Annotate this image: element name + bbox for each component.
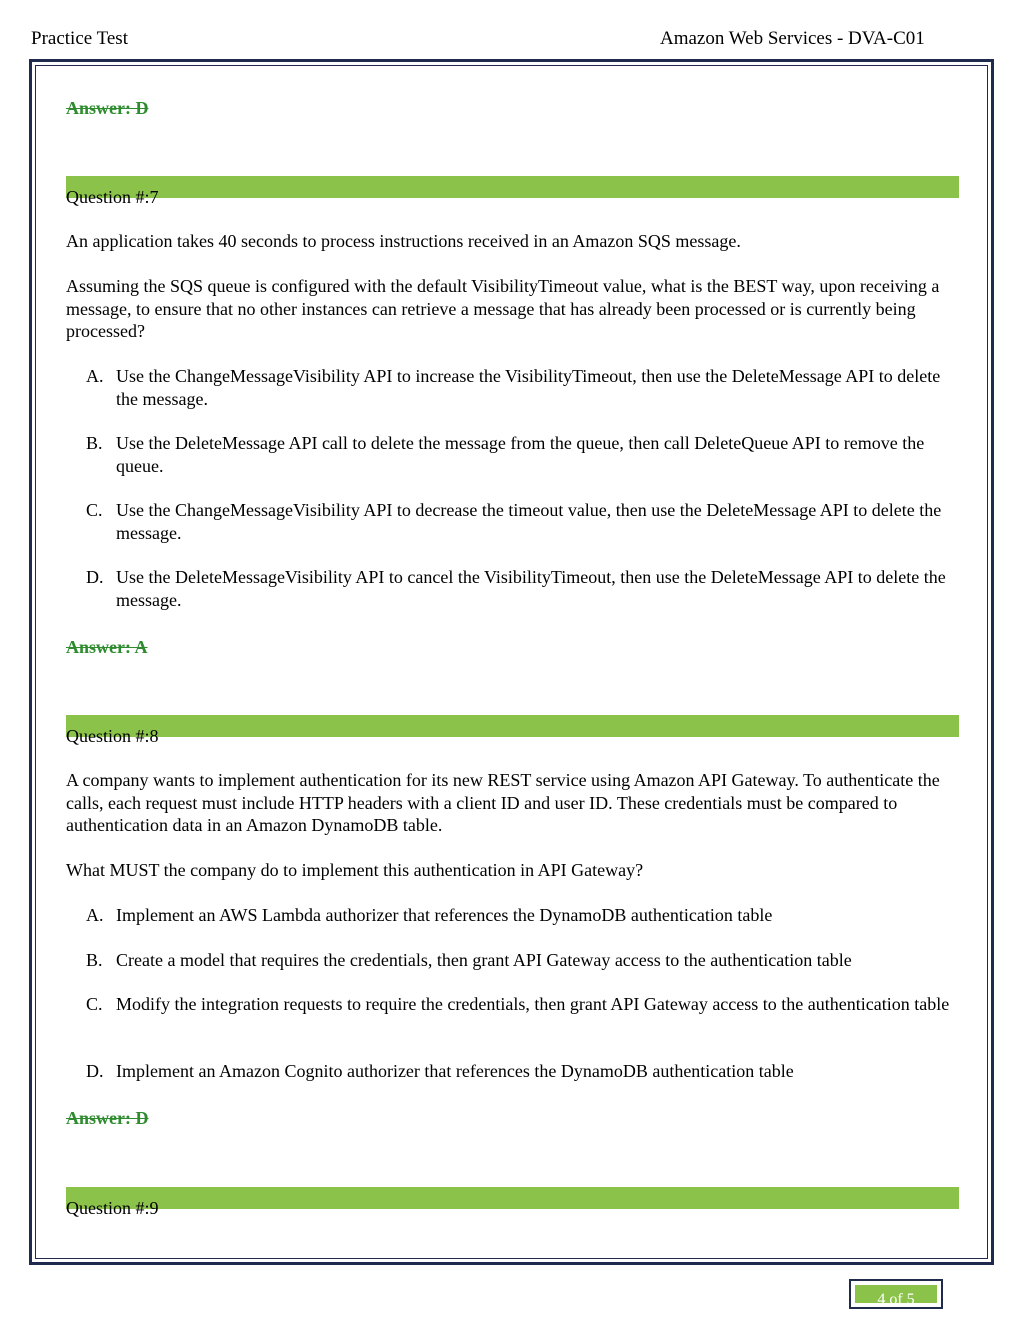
option-letter: B.	[86, 433, 103, 453]
answer-q7: Answer: A	[66, 637, 148, 657]
q8-paragraph-2: What MUST the company do to implement this authentication in API Gateway?	[66, 860, 644, 880]
question-label-q8: Question #:8	[66, 726, 159, 746]
answer-q8: Answer: D	[66, 1108, 149, 1128]
option-text: Implement an AWS Lambda authorizer that references the DynamoDB authentication table	[116, 905, 773, 925]
header-title-left: Practice Test	[31, 28, 128, 49]
question-label-q7: Question #:7	[66, 187, 159, 207]
option-text: Use the ChangeMessageVisibility API to increase the VisibilityTimeout, then use the DeleteMessage API to delete the message.	[116, 366, 941, 409]
header-title-right: Amazon Web Services - DVA-C01	[660, 28, 925, 49]
option-text: Use the ChangeMessageVisibility API to decrease the timeout value, then use the DeleteMessage API to delete the message.	[116, 500, 942, 543]
question-bar-q8	[66, 715, 959, 737]
option-letter: C.	[86, 500, 103, 520]
page-indicator	[849, 1279, 943, 1309]
option-text: Use the DeleteMessageVisibility API to cancel the VisibilityTimeout, then use the DeleteMessage API to delete the message.	[116, 567, 946, 610]
q8-option-d	[86, 1060, 959, 1083]
option-text: Create a model that requires the credentials, then grant API Gateway access to the authentication table	[116, 950, 852, 970]
option-text: Modify the integration requests to require the credentials, then grant API Gateway access to the authentication table	[116, 994, 950, 1014]
page-number: 4 of 5	[855, 1285, 937, 1303]
option-letter: D.	[86, 1061, 104, 1081]
q7-paragraph-2: Assuming the SQS queue is configured with the default VisibilityTimeout value, what is the BEST way, upon receiving a message, to ensure that no other instances can retrieve a message that has already been processed or is currently being processed?	[66, 276, 940, 341]
q7-option-b	[86, 432, 959, 477]
option-letter: C.	[86, 994, 103, 1014]
q8-option-b	[86, 949, 959, 972]
q8-option-c	[86, 993, 959, 1016]
q7-paragraph-1: An application takes 40 seconds to process instructions received in an Amazon SQS message.	[66, 231, 741, 251]
option-letter: B.	[86, 950, 103, 970]
option-letter: A.	[86, 366, 104, 386]
question-bar-q9	[66, 1187, 959, 1209]
option-text: Use the DeleteMessage API call to delete the message from the queue, then call DeleteQueue API to remove the queue.	[116, 433, 925, 476]
q8-option-a	[86, 904, 959, 927]
q7-option-c	[86, 499, 959, 544]
q8-paragraph-1: A company wants to implement authentication for its new REST service using Amazon API Gateway. To authenticate the calls, each request must include HTTP headers with a client ID and user ID. These credentials must be compared to authentication data in an Amazon DynamoDB table.	[66, 770, 940, 835]
option-letter: A.	[86, 905, 104, 925]
option-text: Implement an Amazon Cognito authorizer that references the DynamoDB authentication table	[116, 1061, 794, 1081]
question-label-q9: Question #:9	[66, 1198, 159, 1218]
answer-q6: Answer: D	[66, 98, 149, 118]
q7-option-d	[86, 566, 959, 611]
option-letter: D.	[86, 567, 104, 587]
question-bar-q7	[66, 176, 959, 198]
q7-option-a	[86, 365, 959, 410]
